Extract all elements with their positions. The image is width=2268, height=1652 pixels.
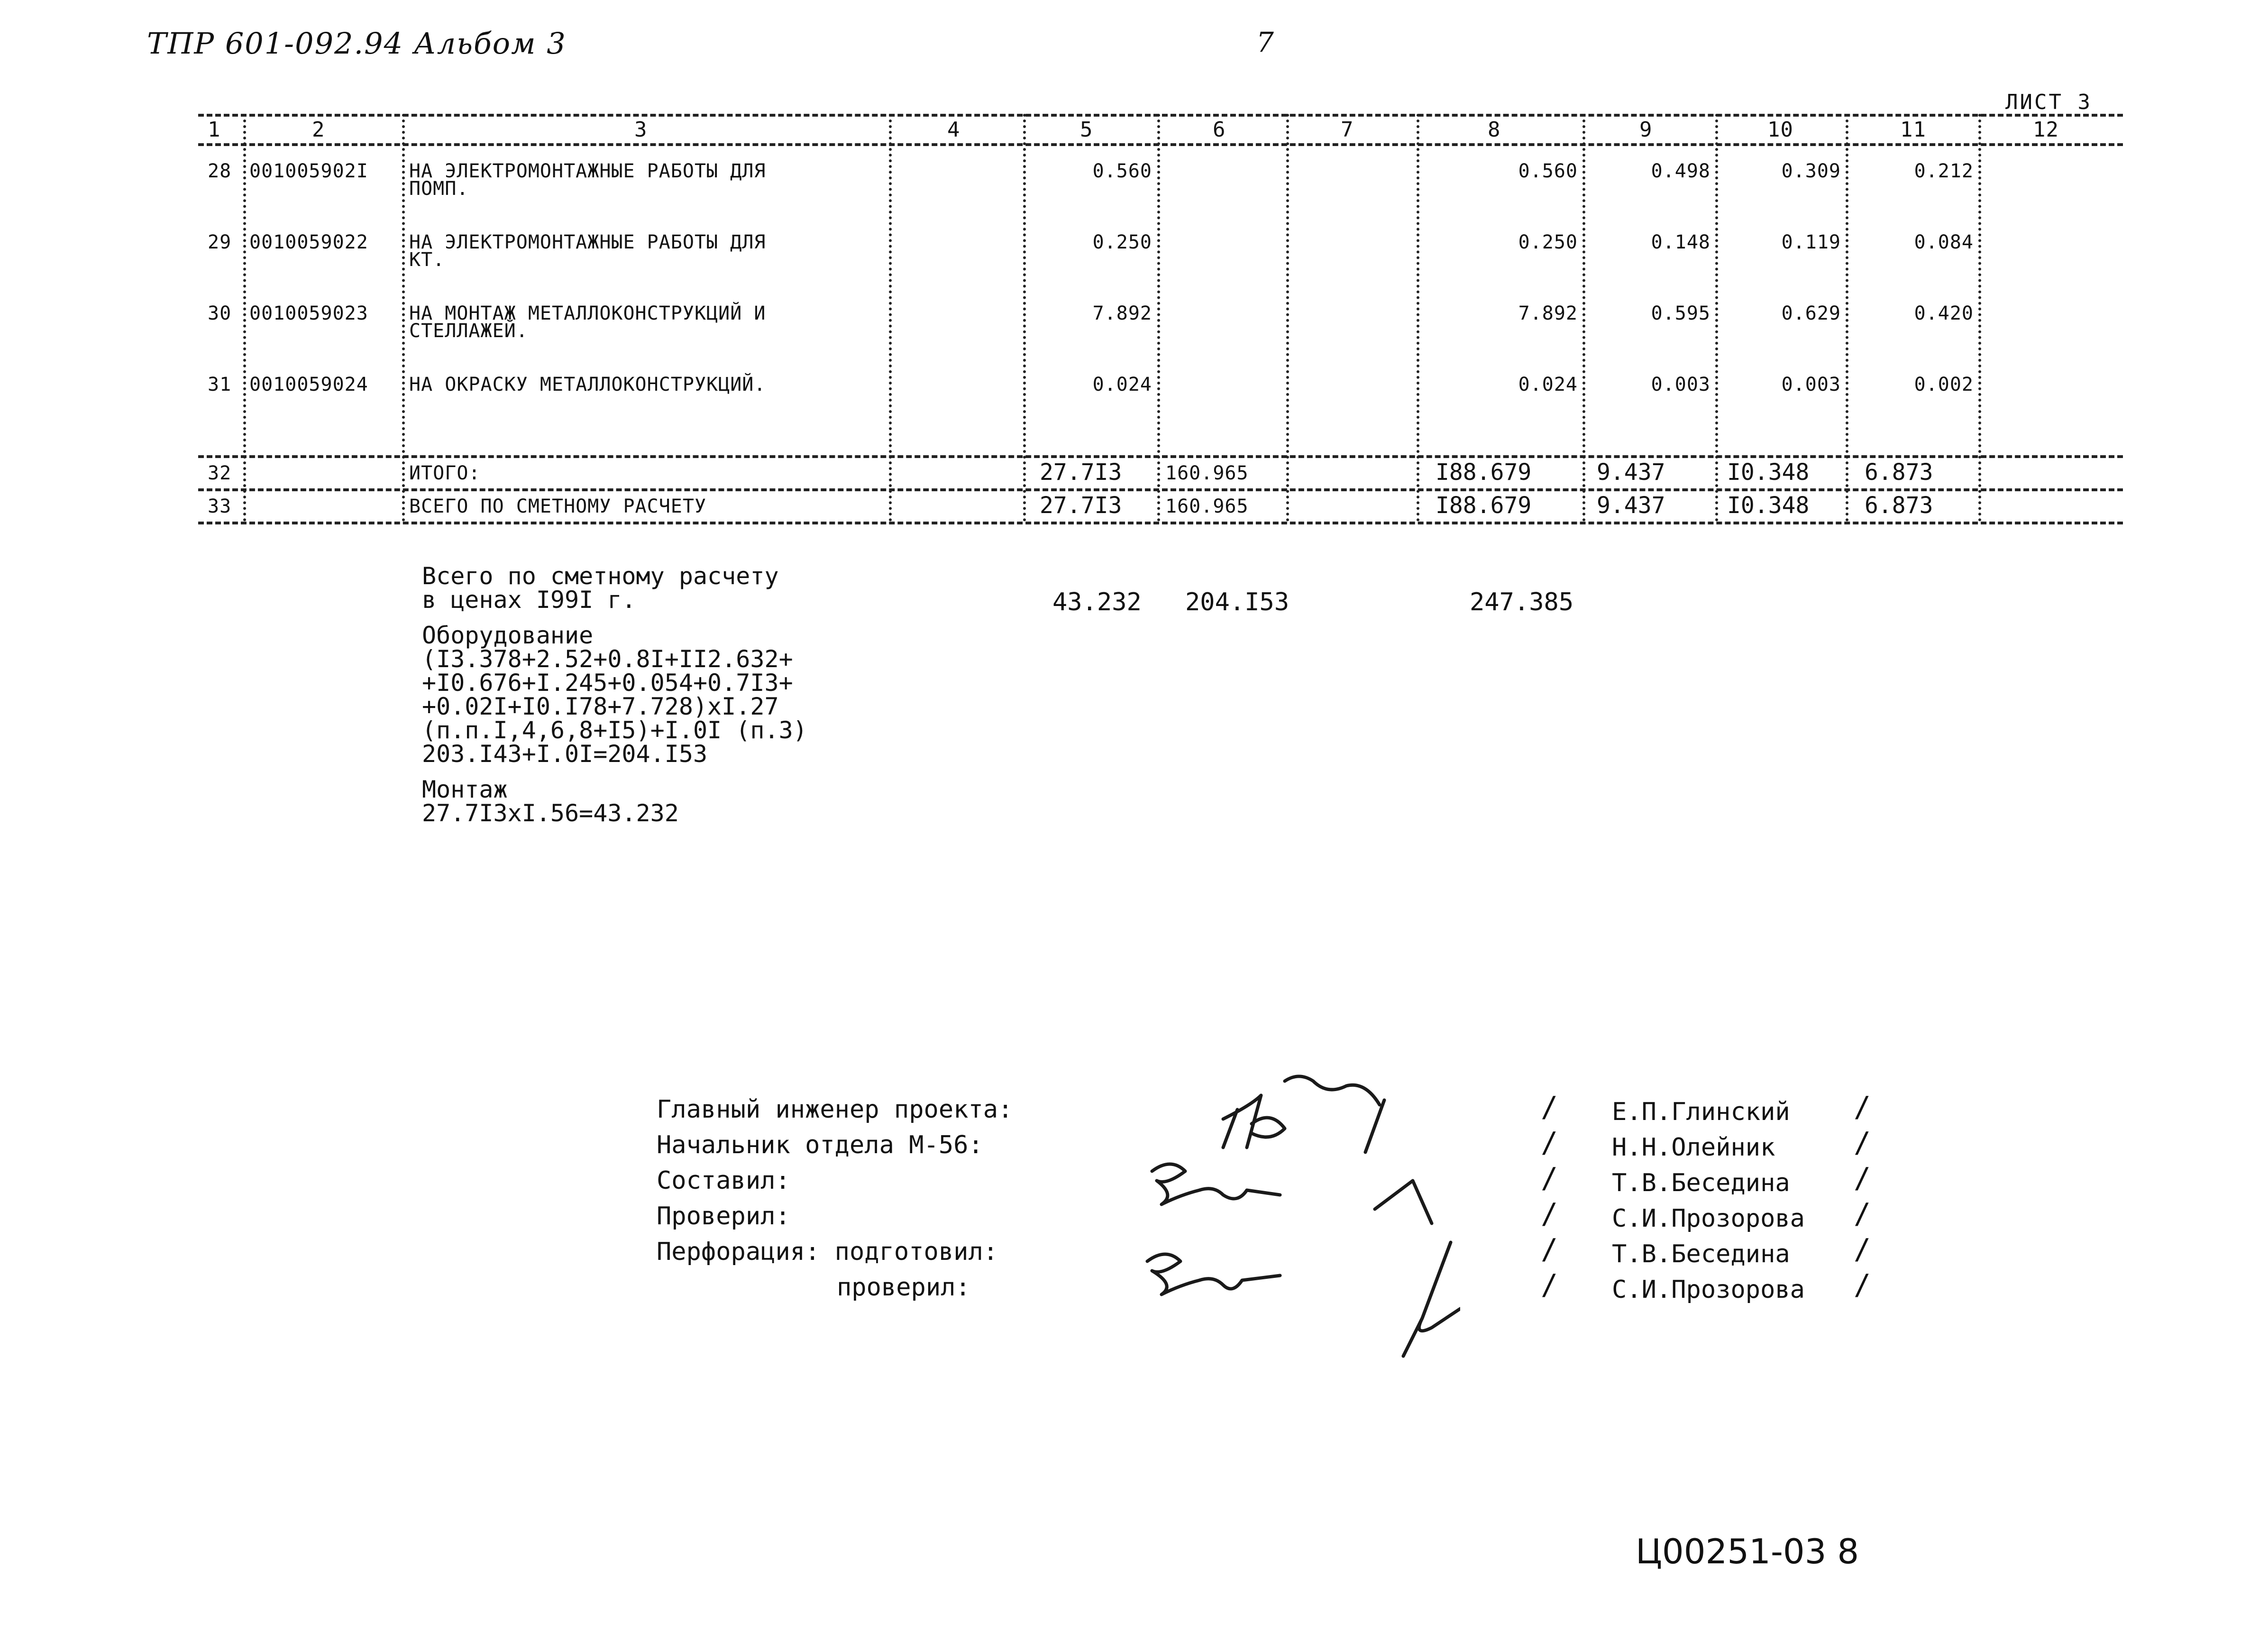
cell-col10: 0.119 (1781, 231, 1841, 253)
separator-slash: / (1854, 1162, 1871, 1195)
column-separator (1023, 114, 1026, 522)
total-1991-col8: 247.385 (1470, 588, 1574, 616)
table-rule (198, 114, 2123, 117)
column-separator (402, 114, 405, 522)
column-header: 9 (1639, 118, 1653, 142)
column-header: 12 (2033, 118, 2059, 142)
table-rule (198, 488, 2123, 491)
row-number: 29 (208, 231, 232, 253)
cell-col5: 7.892 (1092, 303, 1152, 324)
signature-name: С.И.Прозорова (1612, 1204, 1805, 1233)
separator-slash: / (1854, 1268, 1871, 1302)
column-separator (1978, 114, 1981, 522)
estimate-table (198, 114, 2123, 541)
cell-col10: 0.629 (1781, 303, 1841, 324)
column-header: 6 (1213, 118, 1226, 142)
cell-col11: 6.873 (1865, 492, 1933, 519)
cell-col8: 0.560 (1518, 160, 1578, 182)
separator-slash: / (1854, 1233, 1871, 1266)
cell-col5: 0.024 (1092, 374, 1152, 395)
cell-col9: 0.148 (1651, 231, 1710, 253)
equipment-formula-line: 203.I43+I.0I=204.I53 (422, 740, 708, 768)
cell-col6: 160.965 (1165, 496, 1249, 517)
cell-col5: 0.250 (1092, 231, 1152, 253)
total-1991-col6: 204.I53 (1185, 588, 1289, 616)
cell-col11: 6.873 (1865, 459, 1933, 486)
row-description: НА ОКРАСКУ МЕТАЛЛОКОНСТРУКЦИЙ. (409, 374, 766, 395)
separator-slash: / (1541, 1233, 1558, 1266)
cell-col6: 160.965 (1165, 462, 1249, 484)
column-header: 11 (1900, 118, 1926, 142)
row-description-cont: КТ. (409, 249, 445, 271)
cell-col10: I0.348 (1727, 492, 1810, 519)
total-1991-col5: 43.232 (1052, 588, 1142, 616)
separator-slash: / (1541, 1126, 1558, 1159)
row-description: НА ЭЛЕКТРОМОНТАЖНЫЕ РАБОТЫ ДЛЯ (409, 160, 766, 182)
totals-label: ИТОГО: (409, 462, 481, 484)
separator-slash: / (1541, 1197, 1558, 1230)
equipment-formula-line: (I3.378+2.52+0.8I+II2.632+ (422, 645, 793, 673)
column-header: 5 (1080, 118, 1093, 142)
equipment-formula-line: (п.п.I,4,6,8+I5)+I.0I (п.3) (422, 716, 807, 744)
row-number: 32 (208, 462, 232, 484)
equipment-title: Оборудование (422, 622, 594, 649)
separator-slash: / (1541, 1091, 1558, 1124)
montage-title: Монтаж (422, 776, 508, 803)
signature-name: Н.Н.Олейник (1612, 1133, 1775, 1162)
cell-col10: 0.309 (1781, 160, 1841, 182)
cell-col5: 27.7I3 (1040, 459, 1122, 486)
row-number: 33 (208, 496, 232, 517)
cell-col9: 9.437 (1597, 459, 1665, 486)
total-1991-line1: Всего по сметному расчету (422, 562, 779, 590)
column-header: 4 (947, 118, 960, 142)
cell-col8: I88.679 (1436, 459, 1532, 486)
cell-col10: 0.003 (1781, 374, 1841, 395)
cell-col11: 0.002 (1914, 374, 1974, 395)
signature-role: проверил: (837, 1273, 970, 1302)
cell-col11: 0.212 (1914, 160, 1974, 182)
row-description-cont: ПОМП. (409, 178, 469, 200)
signature-role: Перфорация: подготовил: (657, 1238, 998, 1266)
table-rule (198, 455, 2123, 458)
cell-col9: 0.003 (1651, 374, 1710, 395)
row-code: 0010059023 (249, 303, 368, 324)
cell-col9: 0.595 (1651, 303, 1710, 324)
row-number: 31 (208, 374, 232, 395)
cell-col8: 7.892 (1518, 303, 1578, 324)
equipment-formula-line: +I0.676+I.245+0.054+0.7I3+ (422, 669, 793, 697)
document-code: Ц00251-03 8 (1636, 1532, 1859, 1571)
cell-col10: I0.348 (1727, 459, 1810, 486)
column-separator (1582, 114, 1585, 522)
row-code: 0010059022 (249, 231, 368, 253)
separator-slash: / (1541, 1162, 1558, 1195)
column-header: 2 (312, 118, 325, 142)
column-separator (889, 114, 892, 522)
column-header: 10 (1767, 118, 1793, 142)
cell-col11: 0.420 (1914, 303, 1974, 324)
cell-col5: 27.7I3 (1040, 492, 1122, 519)
separator-slash: / (1854, 1197, 1871, 1230)
column-header: 3 (634, 118, 648, 142)
table-rule (198, 522, 2123, 524)
column-header: 7 (1341, 118, 1354, 142)
cell-col5: 0.560 (1092, 160, 1152, 182)
cell-col8: 0.250 (1518, 231, 1578, 253)
signature-name: Т.В.Беседина (1612, 1169, 1790, 1197)
column-separator (1715, 114, 1718, 522)
equipment-formula-line: +0.02I+I0.I78+7.728)xI.27 (422, 693, 779, 720)
column-separator (1417, 114, 1419, 522)
column-separator (1286, 114, 1289, 522)
totals-label: ВСЕГО ПО СМЕТНОМУ РАСЧЕТУ (409, 496, 707, 517)
cell-col8: 0.024 (1518, 374, 1578, 395)
separator-slash: / (1854, 1091, 1871, 1124)
column-separator (1157, 114, 1160, 522)
column-header: 8 (1488, 118, 1501, 142)
handwritten-signatures (1128, 1053, 1460, 1361)
signature-name: С.И.Прозорова (1612, 1276, 1805, 1304)
row-number: 30 (208, 303, 232, 324)
signature-name: Е.П.Глинский (1612, 1098, 1790, 1126)
row-description: НА ЭЛЕКТРОМОНТАЖНЫЕ РАБОТЫ ДЛЯ (409, 231, 766, 253)
cell-col9: 9.437 (1597, 492, 1665, 519)
row-number: 28 (208, 160, 232, 182)
signature-role: Составил: (657, 1166, 790, 1195)
column-separator (243, 114, 246, 522)
row-code: 001005902I (249, 160, 368, 182)
separator-slash: / (1854, 1126, 1871, 1159)
cell-col9: 0.498 (1651, 160, 1710, 182)
signature-role: Начальник отдела М-56: (657, 1131, 983, 1159)
page-number: 7 (1256, 26, 1274, 58)
document-reference: ТПР 601-092.94 Альбом 3 (147, 26, 567, 61)
row-code: 0010059024 (249, 374, 368, 395)
column-header: 1 (208, 118, 221, 142)
row-description-cont: СТЕЛЛАЖЕЙ. (409, 320, 528, 342)
signature-role: Проверил: (657, 1202, 790, 1230)
sheet-label: ЛИСТ 3 (2005, 90, 2092, 114)
separator-slash: / (1541, 1268, 1558, 1302)
total-1991-line2: в ценах I99I г. (422, 586, 636, 614)
cell-col8: I88.679 (1436, 492, 1532, 519)
cell-col11: 0.084 (1914, 231, 1974, 253)
signature-role: Главный инженер проекта: (657, 1095, 1013, 1124)
signature-name: Т.В.Беседина (1612, 1240, 1790, 1268)
column-separator (1846, 114, 1848, 522)
row-description: НА МОНТАЖ МЕТАЛЛОКОНСТРУКЦИЙ И (409, 303, 766, 324)
table-rule (198, 143, 2123, 146)
montage-formula: 27.7I3xI.56=43.232 (422, 799, 679, 827)
